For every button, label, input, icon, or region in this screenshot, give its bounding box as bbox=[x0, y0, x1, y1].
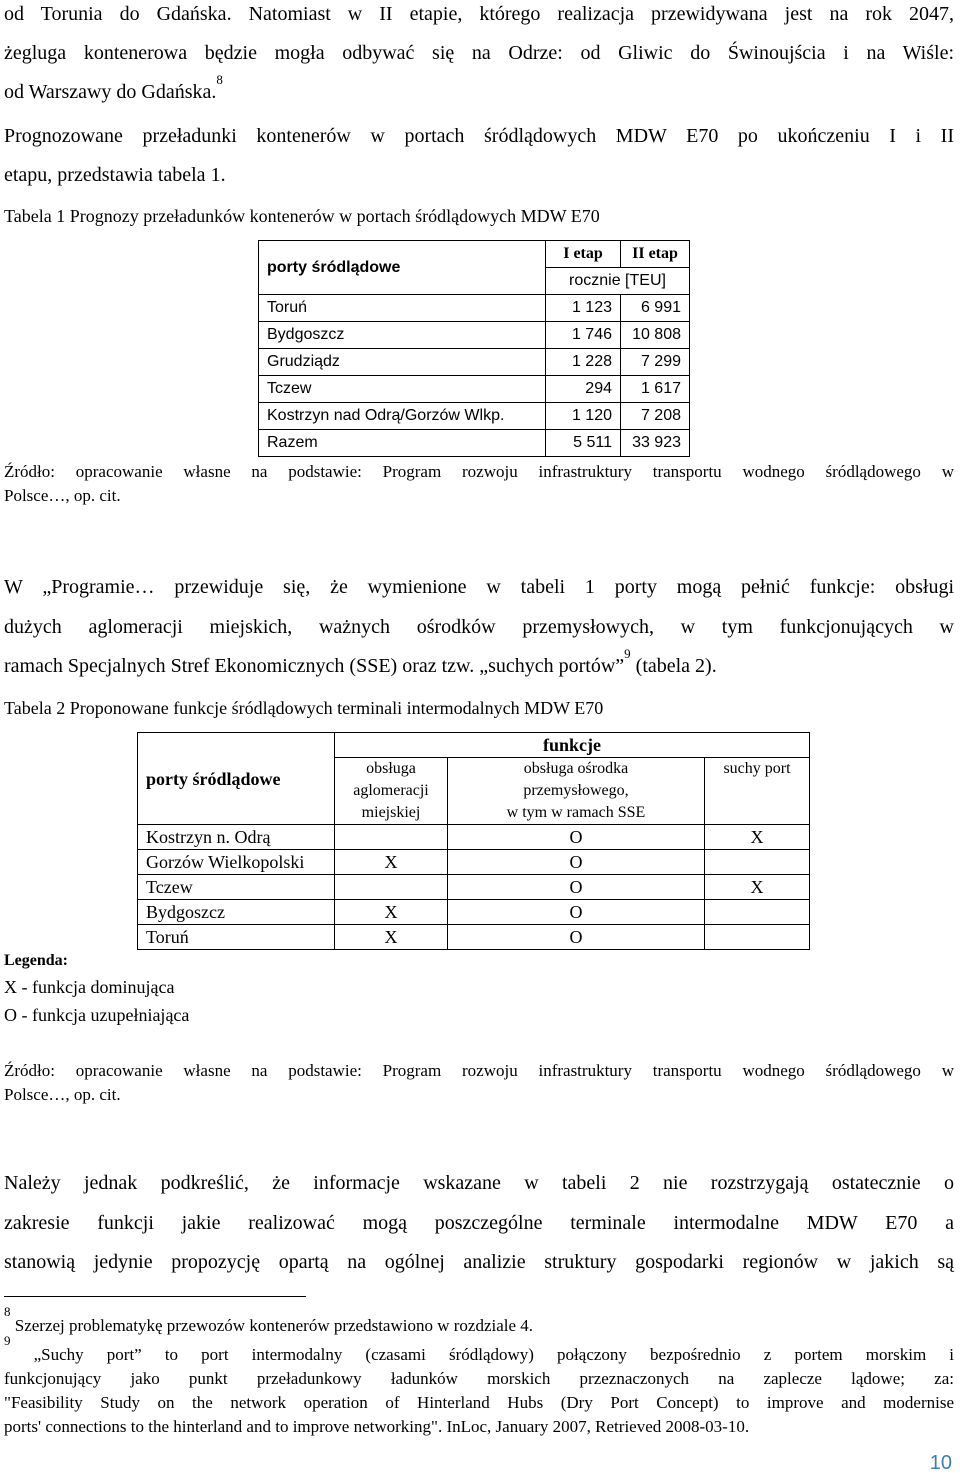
table1-cell-port: Razem bbox=[259, 430, 546, 457]
table1-cell-stage2: 10 808 bbox=[621, 322, 690, 349]
footnote-9: $^9$ „Suchy port” to port intermodalny (czasami śródlądowy) połączony bezpośrednio z portem morskim i funkcjonujący jako punkt przeładunkowy ładunków morskich przeznaczonych na zaplecze lądowe; za: "Feasibility Study on the network operation of Hinterland Hubs (Dry Port Concept) to improve and modernise ports' connections to the hinterland and to improve networking". InLoc, January 2007, Retrieved 2008-03-10. bbox=[4, 1333, 955, 1436]
table1-row bbox=[259, 349, 690, 376]
page-number: 10 bbox=[929, 1452, 952, 1474]
table2-cell-industrial: O bbox=[448, 825, 705, 850]
text-line: od Warszawy do Gdańska.$^8$ bbox=[4, 72, 223, 103]
table2-cell-port: Kostrzyn n. Odrą bbox=[138, 825, 335, 850]
table1-cell-port: Grudziądz bbox=[259, 349, 546, 376]
table2-cell-agglomeration bbox=[335, 875, 448, 900]
table1-cell-stage1: 5 511 bbox=[546, 430, 621, 457]
table2-cell-agglomeration bbox=[335, 825, 448, 850]
table1-header-unit: rocznie [TEU] bbox=[546, 268, 690, 295]
text-line: stanowią jedynie propozycję opartą na ogólnej analizie struktury gospodarki regionów w jakich są bbox=[4, 1251, 954, 1273]
table2-header-ports: porty śródlądowe bbox=[138, 733, 335, 825]
table1-header-stage2: II etap bbox=[621, 241, 690, 268]
table2-cell-dry-port: X bbox=[705, 825, 810, 850]
table1-cell-port: Bydgoszcz bbox=[259, 322, 546, 349]
text-line: od Torunia do Gdańska. Natomiast w II etapie, którego realizacja przewidywana jest na rok 2047, bbox=[4, 3, 954, 25]
text-line: żegluga kontenerowa będzie mogła odbywać się na Odrze: od Gliwic do Świnoujścia i na Wiśle: bbox=[4, 42, 954, 64]
footnote-ref[interactable]: 9 bbox=[624, 646, 631, 661]
legend-x: X - funkcja dominująca bbox=[4, 977, 175, 997]
table2-cell-agglomeration: X bbox=[335, 925, 448, 950]
table1-cell-stage2: 1 617 bbox=[621, 376, 690, 403]
table2-source: Źródło: opracowanie własne na podstawie: Program rozwoju infrastruktury transportu wodnego śródlądowego w Polsce…, op. cit. bbox=[4, 1061, 954, 1104]
table2-caption: Tabela 2 Proponowane funkcje śródlądowych terminali intermodalnych MDW E70 bbox=[4, 698, 604, 718]
text-line: Prognozowane przeładunki kontenerów w portach śródlądowych MDW E70 po ukończeniu I i II bbox=[4, 125, 954, 147]
legend-title: Legenda: bbox=[4, 952, 68, 969]
table1-caption: Tabela 1 Prognozy przeładunków kontenerów w portach śródlądowych MDW E70 bbox=[4, 206, 600, 226]
table2-cell-dry-port bbox=[705, 900, 810, 925]
table2-header-agglomeration: obsługa aglomeracji miejskiej bbox=[335, 758, 448, 825]
table1-cell-port: Toruń bbox=[259, 295, 546, 322]
table2-cell-port: Gorzów Wielkopolski bbox=[138, 850, 335, 875]
table1-cell-stage2: 6 991 bbox=[621, 295, 690, 322]
table1-row bbox=[259, 430, 690, 457]
table2-cell-port: Tczew bbox=[138, 875, 335, 900]
footnote-separator bbox=[4, 1296, 306, 1297]
table1-cell-stage1: 1 120 bbox=[546, 403, 621, 430]
table2-cell-agglomeration: X bbox=[335, 850, 448, 875]
table1-cell-stage2: 33 923 bbox=[621, 430, 690, 457]
table1-cell-stage1: 1 746 bbox=[546, 322, 621, 349]
table2-header-industrial: obsługa ośrodka przemysłowego, w tym w ramach SSE bbox=[448, 758, 705, 825]
text-line: etapu, przedstawia tabela 1. bbox=[4, 164, 226, 186]
table2-cell-industrial: O bbox=[448, 875, 705, 900]
table2-cell-industrial: O bbox=[448, 850, 705, 875]
footnote-8: $^8$ Szerzej problematykę przewozów kontenerów przedstawiono w rozdziale 4. bbox=[4, 1304, 534, 1335]
table1-source: Źródło: opracowanie własne na podstawie: Program rozwoju infrastruktury transportu wodnego śródlądowego w Polsce…, op. cit. bbox=[4, 462, 954, 505]
table1-row bbox=[259, 376, 690, 403]
table2-header-dry-port: suchy port bbox=[705, 758, 810, 825]
table2-header-functions: funkcje bbox=[335, 733, 810, 758]
text-line: Należy jednak podkreślić, że informacje wskazane w tabeli 2 nie rozstrzygają ostatecznie o bbox=[4, 1172, 954, 1194]
table1-cell-stage2: 7 299 bbox=[621, 349, 690, 376]
legend-o: O - funkcja uzupełniająca bbox=[4, 1005, 190, 1025]
text-line: W „Programie… przewiduje się, że wymienione w tabeli 1 porty mogą pełnić funkcje: obsługi bbox=[4, 576, 954, 598]
table1-row bbox=[259, 322, 690, 349]
text-line: ramach Specjalnych Stref Ekonomicznych (SSE) oraz tzw. „suchych portów”$^9$ (tabela 2). bbox=[4, 646, 717, 677]
table1-cell-port: Tczew bbox=[259, 376, 546, 403]
table2-cell-dry-port: X bbox=[705, 875, 810, 900]
text-line: zakresie funkcji jakie realizować mogą poszczególne terminale intermodalne MDW E70 a bbox=[4, 1212, 954, 1234]
text-line: dużych aglomeracji miejskich, ważnych ośrodków przemysłowych, w tym funkcjonujących w bbox=[4, 616, 954, 638]
table2-cell-industrial: O bbox=[448, 900, 705, 925]
table2-row bbox=[138, 925, 810, 950]
table1-header-stage1: I etap bbox=[546, 241, 621, 268]
table2 bbox=[137, 732, 810, 950]
table1-cell-port: Kostrzyn nad Odrą/Gorzów Wlkp. bbox=[259, 403, 546, 430]
table2-row bbox=[138, 825, 810, 850]
table1-header-ports: porty śródlądowe bbox=[259, 241, 546, 295]
table2-cell-dry-port bbox=[705, 925, 810, 950]
table2-row bbox=[138, 875, 810, 900]
table2-cell-agglomeration: X bbox=[335, 900, 448, 925]
table2-cell-dry-port bbox=[705, 850, 810, 875]
table2-cell-industrial: O bbox=[448, 925, 705, 950]
table2-row bbox=[138, 900, 810, 925]
footnote-ref[interactable]: 8 bbox=[216, 72, 223, 87]
table2-cell-port: Bydgoszcz bbox=[138, 900, 335, 925]
table1-cell-stage1: 1 123 bbox=[546, 295, 621, 322]
table1-cell-stage1: 1 228 bbox=[546, 349, 621, 376]
table1 bbox=[258, 240, 690, 457]
table1-cell-stage1: 294 bbox=[546, 376, 621, 403]
table2-row bbox=[138, 850, 810, 875]
table1-row bbox=[259, 295, 690, 322]
table1-cell-stage2: 7 208 bbox=[621, 403, 690, 430]
table1-row bbox=[259, 403, 690, 430]
table2-cell-port: Toruń bbox=[138, 925, 335, 950]
